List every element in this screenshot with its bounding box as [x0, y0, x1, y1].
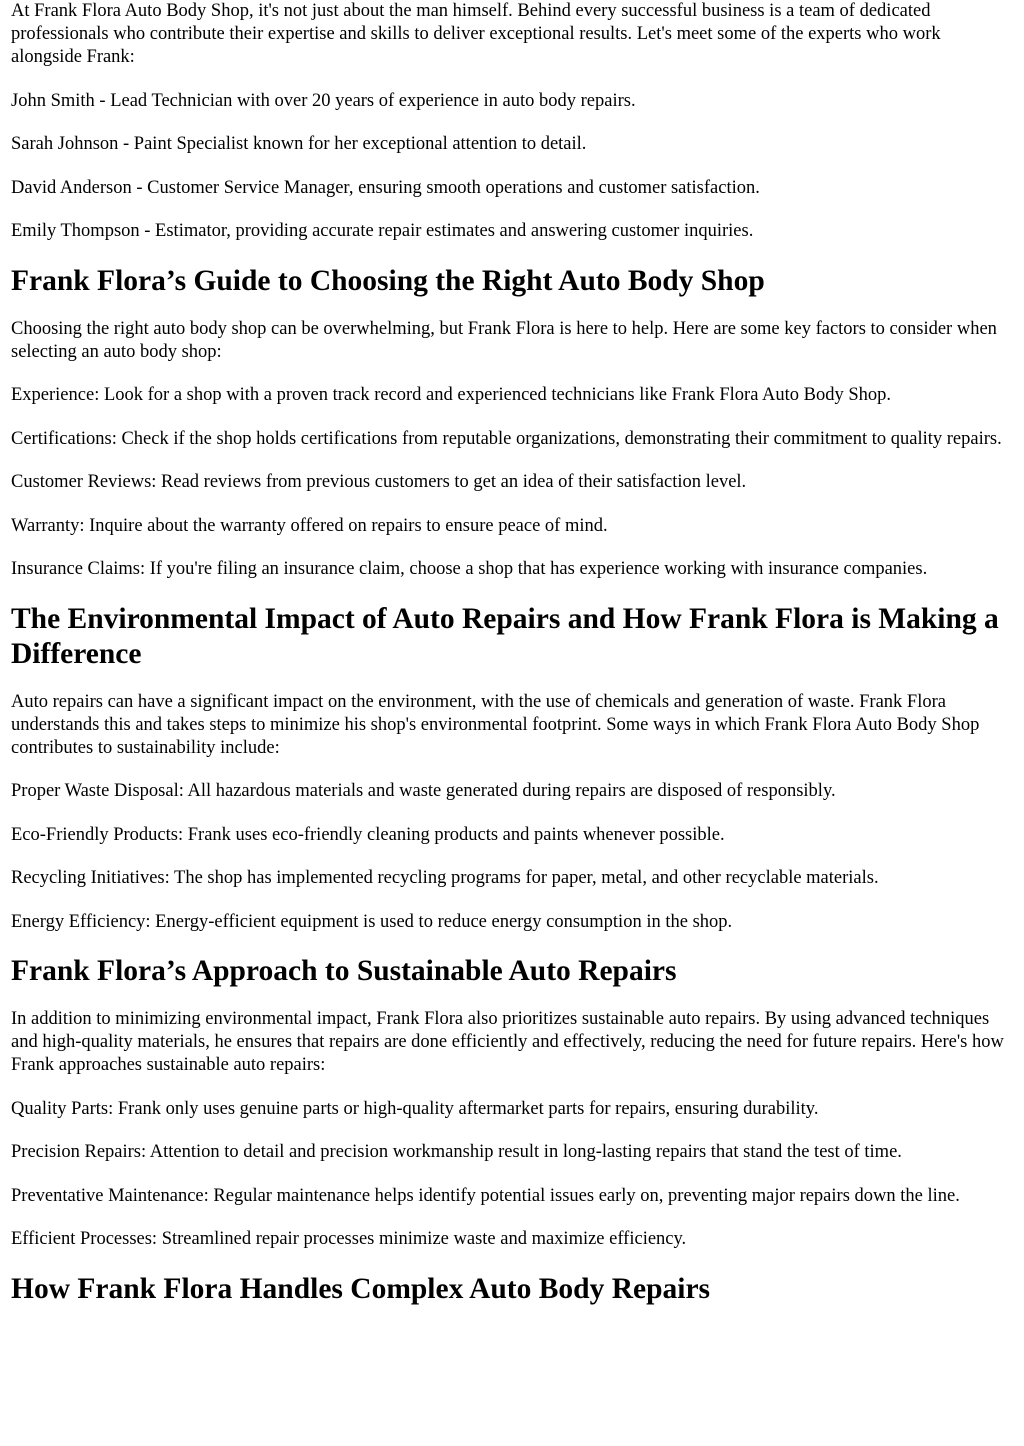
practice-eco-friendly-products: Eco-Friendly Products: Frank uses eco-friendly cleaning products and paints whenever possible.: [11, 824, 725, 845]
choosing-shop-intro: Choosing the right auto body shop can be overwhelming, but Frank Flora is here to help. Here are some key factors to consider when selecting an auto body shop:: [11, 318, 997, 362]
team-member-david-anderson: David Anderson - Customer Service Manager, ensuring smooth operations and customer satisfaction.: [11, 177, 760, 198]
sustainable-intro: In addition to minimizing environmental impact, Frank Flora also prioritizes sustainable auto repairs. By using advanced techniques and high-quality materials, he ensures that repairs are done efficiently and effectively, reducing the need for future repairs. Here's how Frank approaches sustainable auto repairs:: [11, 1009, 1004, 1075]
factor-experience: Experience: Look for a shop with a proven track record and experienced technicians like Frank Flora Auto Body Shop.: [11, 385, 892, 405]
practice-waste-disposal: Proper Waste Disposal: All hazardous materials and waste generated during repairs are disposed of responsibly.: [11, 781, 836, 801]
section-heading-sustainable-repairs: Frank Flora’s Approach to Sustainable Auto Repairs: [11, 955, 677, 987]
approach-quality-parts: Quality Parts: Frank only uses genuine parts or high-quality aftermarket parts for repairs, ensuring durability.: [11, 1098, 819, 1119]
team-member-emily-thompson: Emily Thompson - Estimator, providing accurate repair estimates and answering customer inquiries.: [11, 221, 754, 241]
practice-energy-efficiency: Energy Efficiency: Energy-efficient equipment is used to reduce energy consumption in the shop.: [11, 911, 733, 932]
factor-insurance-claims: Insurance Claims: If you're filing an insurance claim, choose a shop that has experience working with insurance companies.: [11, 559, 928, 579]
team-member-sarah-johnson: Sarah Johnson - Paint Specialist known for her exceptional attention to detail.: [11, 134, 587, 154]
section-heading-choosing-shop: Frank Flora’s Guide to Choosing the Right Auto Body Shop: [11, 264, 765, 297]
section-heading-environmental-impact: The Environmental Impact of Auto Repairs and How Frank Flora is Making a Difference: [11, 602, 999, 670]
practice-recycling: Recycling Initiatives: The shop has implemented recycling programs for paper, metal, and other recyclable materials.: [11, 868, 879, 888]
team-intro-paragraph: At Frank Flora Auto Body Shop, it's not just about the man himself. Behind every successful business is a team of dedicated professionals who contribute their expertise and skills to deliver exceptional results. Let's meet some of the experts who work alongside Frank:: [11, 1, 941, 67]
factor-customer-reviews: Customer Reviews: Read reviews from previous customers to get an idea of their satisfaction level.: [11, 472, 747, 492]
environmental-intro: Auto repairs can have a significant impact on the environment, with the use of chemicals and generation of waste. Frank Flora understands this and takes steps to minimize his shop's environmental footprint. Some ways in which Frank Flora Auto Body Shop contributes to sustainability include:: [11, 691, 980, 758]
approach-efficient-processes: Efficient Processes: Streamlined repair processes minimize waste and maximize efficiency.: [11, 1229, 687, 1249]
approach-preventative-maintenance: Preventative Maintenance: Regular maintenance helps identify potential issues early on, preventing major repairs down the line.: [11, 1185, 960, 1206]
factor-warranty: Warranty: Inquire about the warranty offered on repairs to ensure peace of mind.: [11, 515, 608, 536]
section-heading-complex-repairs: How Frank Flora Handles Complex Auto Body Repairs: [11, 1272, 711, 1305]
team-member-john-smith: John Smith - Lead Technician with over 20 years of experience in auto body repairs.: [11, 90, 636, 111]
approach-precision-repairs: Precision Repairs: Attention to detail and precision workmanship result in long-lasting repairs that stand the test of time.: [11, 1142, 902, 1162]
factor-certifications: Certifications: Check if the shop holds certifications from reputable organizations, demonstrating their commitment to quality repairs.: [11, 428, 1002, 449]
